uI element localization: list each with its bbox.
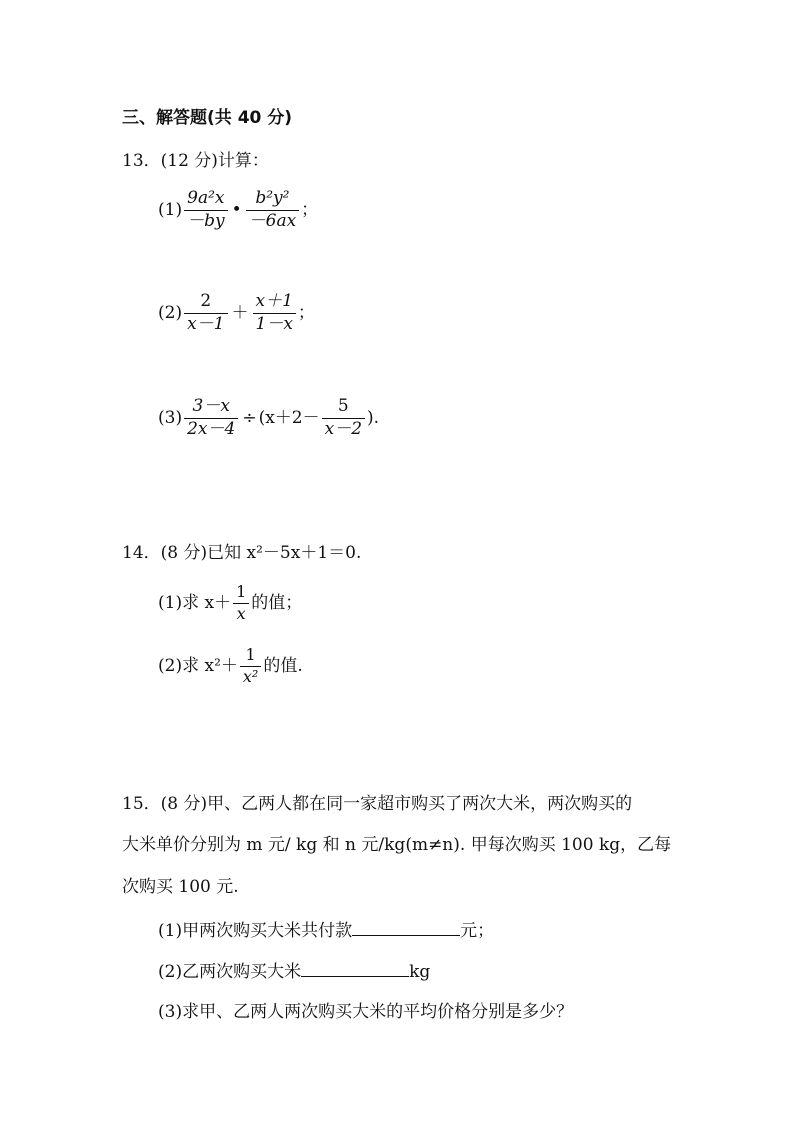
q13-part3-fraction1 [184,398,238,439]
q14-part1-prefix: (1)求 x＋ [158,592,232,613]
q13-part3-middle: (x＋2－ [258,407,320,428]
q14-header: 14．(8 分)已知 x²－5x＋1＝0. [122,543,362,563]
q15-part1 [158,921,494,940]
q13-part1-fraction1 [184,190,228,231]
fraction-numerator: 1 [240,647,261,667]
fraction-denominator: x－1 [187,313,225,334]
divide-sign: ÷ [242,407,257,428]
q15-line2: 大米单价分别为 m 元/ kg 和 n 元/kg(m≠n). 甲每次购买 100 kg，乙每 [122,835,672,855]
q15-part2-prefix: (2)乙两次购买大米 [158,962,302,982]
q14-part2-prefix: (2)求 x²＋ [158,655,238,676]
fraction-denominator: x [236,603,246,623]
q13-part2 [158,293,315,334]
fraction-numerator: b²y² [246,190,300,211]
q14-part2-fraction [240,647,261,686]
q13-part1-label: (1) [158,199,183,220]
answer-blank[interactable] [352,921,460,936]
fraction-denominator: x－2 [324,418,363,439]
q13-part3-end: ). [367,407,380,428]
fraction-numerator: 2 [184,293,227,314]
section-title: 三、解答题(共 40 分) [122,108,293,128]
q13-part3 [158,398,379,439]
fraction-denominator: －by [187,210,225,231]
fraction-denominator: x² [242,666,259,686]
fraction-numerator: x＋1 [253,293,296,314]
plus-sign: ＋ [231,302,249,323]
q14-part2 [158,647,303,686]
q14-part1 [158,584,302,623]
fraction-numerator: 5 [322,398,365,419]
q13-part1 [158,190,318,231]
q15-part2 [158,962,430,981]
fraction-numerator: 3－x [184,398,238,419]
q13-part3-label: (3) [158,407,183,428]
fraction-numerator: 9a²x [184,190,228,211]
q14-part1-suffix: 的值； [251,592,303,613]
multiply-dot: • [231,199,242,220]
q15-line1: 15．(8 分)甲、乙两人都在同一家超市购买了两次大米，两次购买的 [122,794,633,814]
fraction-denominator: 1－x [255,313,293,334]
q15-part2-suffix: kg [409,962,431,982]
q13-part2-end: ； [297,302,315,323]
q13-part3-fraction2 [322,398,365,439]
q13-part1-end: ； [301,199,319,220]
q13-part2-label: (2) [158,302,183,323]
fraction-numerator: 1 [233,584,249,604]
q14-part2-suffix: 的值. [263,655,303,676]
answer-blank[interactable] [301,962,409,977]
q15-part3: (3)求甲、乙两人两次购买大米的平均价格分别是多少？ [158,1002,574,1022]
q15-part1-suffix: 元； [460,921,495,941]
q15-line3: 次购买 100 元. [122,877,239,897]
q13-header: 13．(12 分)计算： [122,151,269,171]
q15-part1-prefix: (1)甲两次购买大米共付款 [158,921,353,941]
q13-part1-fraction2 [246,190,300,231]
q13-part2-fraction2 [253,293,296,334]
fraction-denominator: 2x－4 [187,418,236,439]
q14-part1-fraction [233,584,249,623]
q13-part2-fraction1 [184,293,227,334]
fraction-denominator: －6ax [248,210,297,231]
